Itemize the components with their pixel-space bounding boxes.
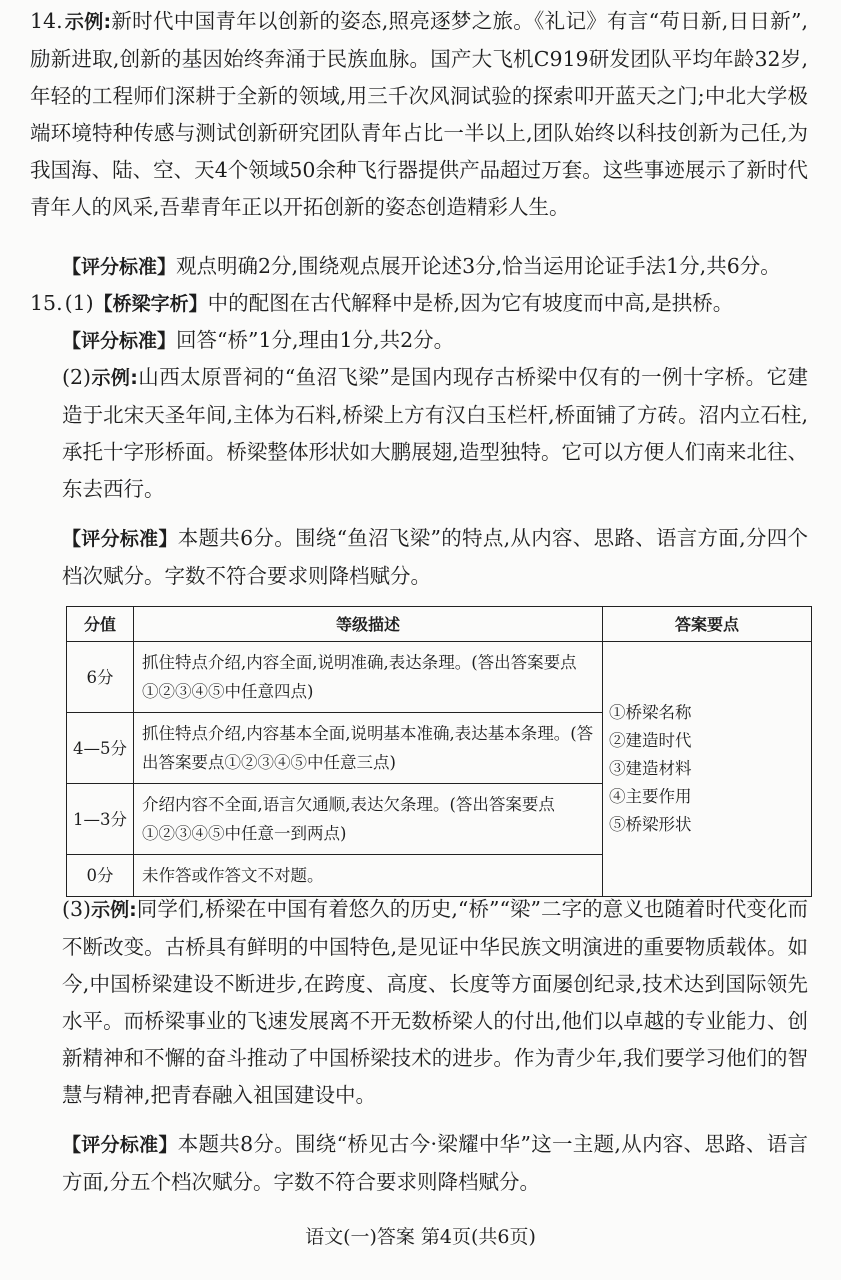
q15-p1-text: 中的配图在古代解释中是桥,因为它有坡度而中高,是拱桥。 [207, 291, 734, 315]
q15-p3-criteria-text: 本题共8分。围绕“桥见古今·梁耀中华”这一主题,从内容、思路、语言方面,分五个档次赋分。字数不符合要求则降档赋分。 [62, 1132, 808, 1194]
q15-p3-text: 同学们,桥梁在中国有着悠久的历史,“桥”“梁”二字的意义也随着时代变化而不断改变。古桥具有鲜明的中国特色,是见证中华民族文明演进的重要物质载体。如今,中国桥梁建设不断进步,在跨度、高度、长度等方面屡创纪录,技术达到国际领先水平。而桥梁事业的飞速发展离不开无数桥梁人的付出,他们以卓越的专业能力、创新精神和不懈的奋斗推动了中国桥梁技术的进步。作为青少年,我们要学习他们的智慧与精神,把青春融入祖国建设中。 [62, 897, 808, 1107]
grading-table [66, 606, 812, 897]
row-score: 0分 [67, 855, 134, 897]
table-row [67, 642, 812, 713]
header-description: 等级描述 [134, 607, 603, 642]
answer-point: ②建造时代 [609, 731, 692, 750]
q15-p1-criteria [62, 322, 808, 360]
q15-number: 15. [30, 291, 63, 315]
q14-number: 14. [30, 9, 63, 33]
row-description: 未作答或作答文不对题。 [134, 855, 603, 897]
q15-p2-criteria [62, 520, 808, 595]
q15-p1-criteria-label: 【评分标准】 [62, 330, 177, 352]
answer-point: ⑤桥梁形状 [609, 815, 692, 834]
q15-p3-criteria [62, 1126, 808, 1201]
q15-p2-criteria-label: 【评分标准】 [62, 528, 178, 550]
header-answer-points: 答案要点 [603, 607, 812, 642]
q15-p2-criteria-text: 本题共6分。围绕“鱼沼飞梁”的特点,从内容、思路、语言方面,分四个档次赋分。字数不符合要求则降档赋分。 [62, 526, 808, 588]
page-footer: 语文(一)答案 第4页(共6页) [305, 1226, 536, 1248]
q14-criteria [62, 248, 808, 286]
q14-criteria-label: 【评分标准】 [62, 256, 177, 278]
answer-point: ③建造材料 [609, 759, 692, 778]
answer-point: ④主要作用 [609, 787, 692, 806]
row-score: 4—5分 [67, 713, 134, 784]
q15-part3 [62, 891, 808, 1114]
row-description: 抓住特点介绍,内容全面,说明准确,表达条理。(答出答案要点①②③④⑤中任意四点) [134, 642, 603, 713]
q15-p1-prefix: (1) [64, 291, 94, 315]
row-description: 介绍内容不全面,语言欠通顺,表达欠条理。(答出答案要点①②③④⑤中任意一到两点) [134, 784, 603, 855]
table-header-row [67, 607, 812, 642]
answer-point: ①桥梁名称 [609, 703, 692, 722]
row-score: 1—3分 [67, 784, 134, 855]
header-score: 分值 [67, 607, 134, 642]
row-score: 6分 [67, 642, 134, 713]
q15-p3-criteria-label: 【评分标准】 [62, 1134, 178, 1156]
q14-criteria-text: 观点明确2分,围绕观点展开论述3分,恰当运用论证手法1分,共6分。 [176, 254, 781, 278]
q15-p2-prefix: (2) [62, 365, 92, 389]
q15-part2 [62, 359, 808, 508]
q15-p2-label: 示例: [91, 367, 138, 389]
q14-example [30, 3, 808, 226]
q14-example-label: 示例: [64, 11, 112, 33]
q15-part1 [30, 285, 808, 323]
answer-points-cell [603, 642, 812, 897]
q15-p2-text: 山西太原晋祠的“鱼沼飞梁”是国内现存古桥梁中仅有的一例十字桥。它建造于北宋天圣年间,主体为石料,桥梁上方有汉白玉栏杆,桥面铺了方砖。沼内立石柱,承托十字形桥面。桥梁整体形状如大鹏展翅,造型独特。它可以方便人们南来北往、东去西行。 [62, 365, 808, 501]
q15-p3-prefix: (3) [62, 897, 92, 921]
q15-p3-label: 示例: [91, 899, 137, 921]
q14-example-text: 新时代中国青年以创新的姿态,照亮逐梦之旅。《礼记》有言“苟日新,日日新”,励新进取,创新的基因始终奔涌于民族血脉。国产大飞机C919研发团队平均年龄32岁,年轻的工程师们深耕于全新的领域,用三千次风洞试验的探索叩开蓝天之门;中北大学极端环境特种传感与测试创新研究团队青年占比一半以上,团队始终以科技创新为己任,为我国海、陆、空、天4个领域50余种飞行器提供产品超过万套。这些事迹展示了新时代青年人的风采,吾辈青年正以开拓创新的姿态创造精彩人生。 [30, 9, 808, 219]
q15-p1-criteria-text: 回答“桥”1分,理由1分,共2分。 [176, 328, 455, 352]
row-description: 抓住特点介绍,内容基本全面,说明基本准确,表达基本条理。(答出答案要点①②③④⑤中任意三点) [134, 713, 603, 784]
q15-p1-label: 【桥梁字析】 [93, 293, 208, 315]
